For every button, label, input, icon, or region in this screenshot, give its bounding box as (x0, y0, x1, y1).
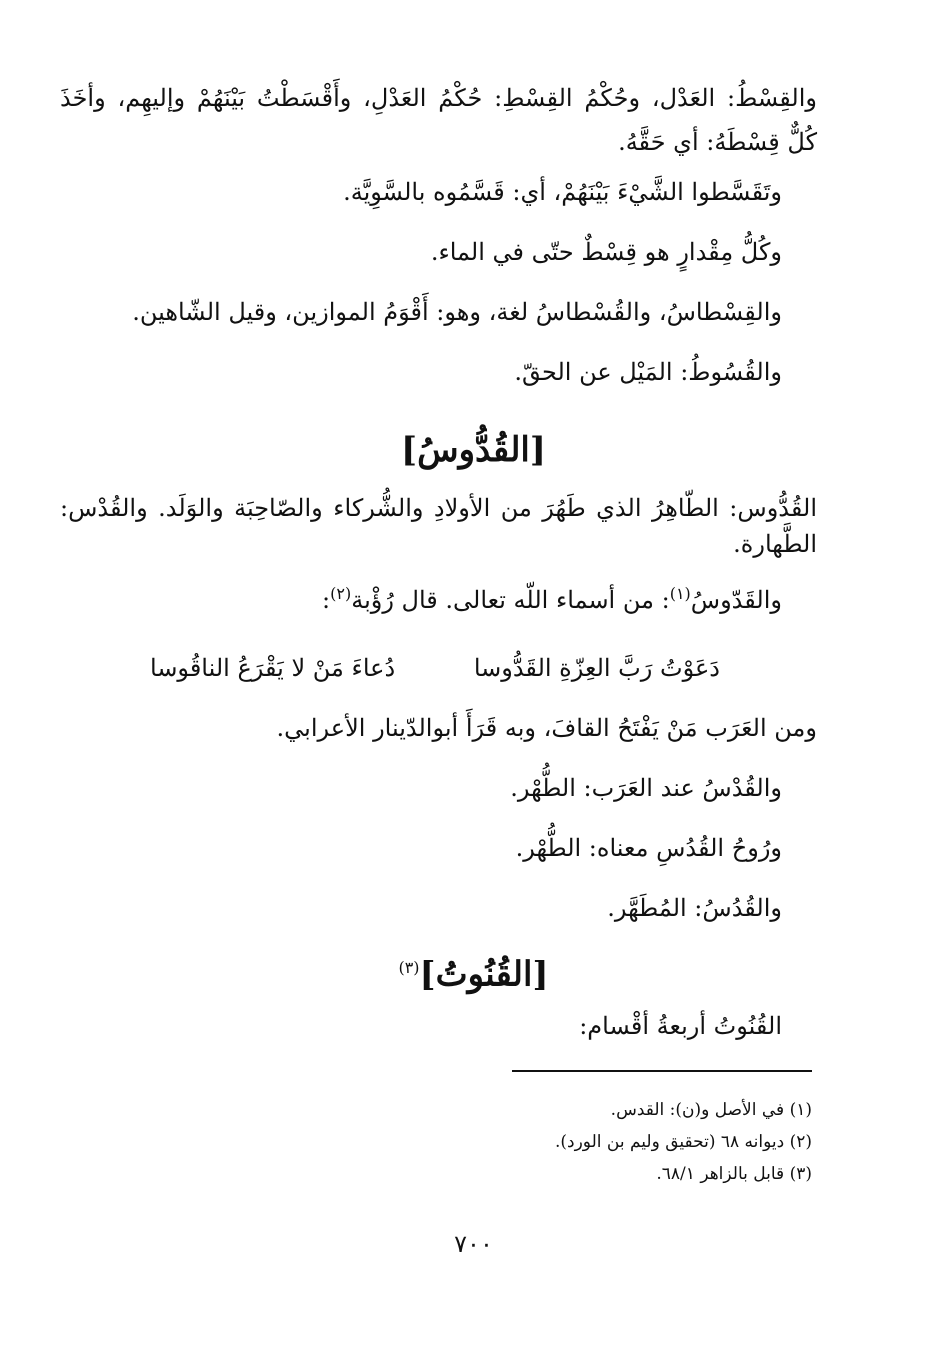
paragraph-line: وكُلُّ مِقْدارٍ هو قِسْطٌ حتّى في الماء. (430, 238, 782, 266)
paragraph-line: والقُسُوطُ: المَيْل عن الحقّ. (514, 358, 782, 386)
entry-heading-quddus: [القُدُّوسُ] (401, 430, 546, 470)
colon: : (322, 586, 331, 614)
paragraph-line: والقُدُسُ: المُطَهَّر. (607, 894, 782, 922)
poetry-verse (150, 648, 720, 688)
footnote-separator (512, 1070, 812, 1072)
entry-heading-qunut (0, 944, 947, 998)
verse-second-hemistich: دُعاءَ مَنْ لا يَقْرَعُ الناقُوسا (150, 654, 396, 682)
section-quddus (60, 478, 817, 630)
paragraph-line: والقِسْطُ: العَدْل، وحُكْمُ القِسْطِ: حُكْمُ العَدْلِ، وأَقْسَطْتُ بَيْنَهُمْ وإليهِم، وأخَذَ (60, 84, 817, 112)
paragraph-line: ورُوحُ القُدُسِ معناه: الطُّهْر. (515, 834, 782, 862)
footnote-3: (٣) قابل بالزاهر ٦٨/١. (656, 1164, 812, 1184)
heading-qunut-text: [القُنُوتُ] (419, 954, 549, 995)
footnote-2: (٢) ديوانه ٦٨ (تحقيق وليم بن الورد). (554, 1132, 812, 1152)
footnote-ref-3[interactable]: (٣) (398, 958, 420, 977)
footnote-ref-1[interactable]: (١) (669, 584, 691, 603)
footnote-ref-2[interactable]: (٢) (330, 584, 352, 603)
section-qist (60, 68, 817, 402)
paragraph-line: والقُدْسُ عند العَرَب: الطُّهْر. (510, 774, 782, 802)
paragraph-line: والقِسْطاسُ، والقُسْطاسُ لغة، وهو: أَقْوَمُ الموازين، وقيل الشّاهين. (132, 298, 782, 326)
paragraph-line: الطَّهارة. (733, 530, 817, 558)
paragraph-line: ومن العَرَب مَنْ يَفْتَحُ القافَ، وبه قَرَأَ أبوالدّينار الأعرابي. (276, 714, 817, 742)
section-qunut (60, 996, 817, 1056)
paragraph-line: كُلٌّ قِسْطَهُ: أي حَقَّهُ. (618, 128, 817, 156)
paragraph-line: القُدُّوس: الطّاهِرُ الذي طَهُرَ من الأولادِ والشُّركاء والصّاحِبَة والوَلَد. والقُدْس: (60, 494, 817, 522)
paragraph-line (60, 564, 817, 630)
paragraph-line: وتَقَسَّطوا الشَّيْءَ بَيْنَهُمْ، أي: قَسَّمُوه بالسَّوِيَّة. (343, 178, 782, 206)
page-number: ٧٠٠ (454, 1230, 493, 1258)
footnotes (400, 1094, 812, 1190)
quddus-term: والقَدّوسُ (690, 586, 782, 614)
verse-first-hemistich: دَعَوْتُ رَبَّ العِزّةِ القَدُّوسا (473, 654, 720, 682)
footnote-1: (١) في الأصل و(ن): القدس. (610, 1100, 812, 1120)
section-quddus-cont (60, 698, 817, 938)
ruba-intro: : من أسماء اللّه تعالى. قال رُؤْبة (351, 586, 670, 614)
paragraph-line: القُنُوتُ أربعةُ أقْسام: (579, 1012, 782, 1040)
